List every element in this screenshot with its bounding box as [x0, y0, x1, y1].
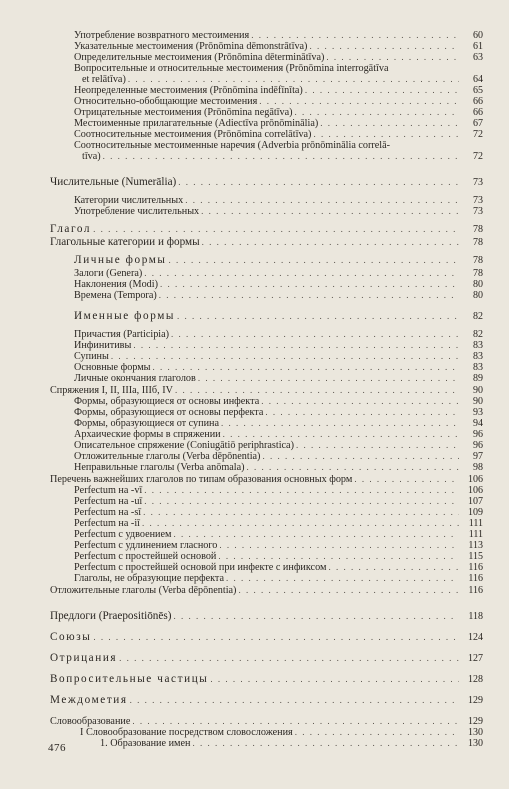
toc-entry	[74, 440, 483, 451]
toc-entry-title: Времена (Tempora)	[74, 290, 157, 301]
toc-leader-dots	[202, 237, 459, 248]
toc-entry-title: Личные окончания глаголов	[74, 373, 196, 384]
toc-entry-title: Основные формы	[74, 362, 151, 373]
toc-entry	[50, 585, 483, 596]
toc-entry-page: 107	[468, 496, 483, 507]
toc-entry-page: 82	[473, 329, 483, 340]
toc-leader-dots	[219, 540, 459, 551]
toc-leader-dots	[223, 429, 459, 440]
toc-entry-page: 116	[468, 573, 483, 584]
toc-entry-page: 96	[473, 429, 483, 440]
toc-entry-title: Perfectum с простейшей основой при инфекте с инфиксом	[74, 562, 327, 573]
toc-entry-page: 83	[473, 351, 483, 362]
toc-entry-page: 60	[473, 30, 483, 41]
toc-leader-dots	[144, 496, 459, 507]
toc-entry-title: Неопределенные местоимения (Prōnōmina indēfīnīta)	[74, 85, 303, 96]
toc-leader-dots	[247, 462, 459, 473]
toc-entry-page: 80	[473, 279, 483, 290]
toc-entry	[50, 674, 483, 685]
toc-entry-title: Относительно-обобщающие местоимения	[74, 96, 258, 107]
toc-leader-dots	[326, 52, 459, 63]
toc-entry	[74, 140, 483, 151]
toc-leader-dots	[130, 695, 459, 706]
toc-entry-title: Отрицания	[50, 652, 118, 664]
toc-leader-dots	[143, 507, 459, 518]
toc-leader-dots	[119, 653, 459, 664]
toc-entry-title: Спряжения I, II, IIIa, IIIб, IV	[50, 385, 173, 396]
toc-entry	[82, 151, 483, 162]
toc-entry-title: Отложительные глаголы (Verba dēpōnentia)	[74, 451, 261, 462]
toc-leader-dots	[305, 85, 459, 96]
toc-leader-dots	[128, 74, 459, 85]
toc-leader-dots	[111, 351, 459, 362]
toc-leader-dots	[221, 418, 459, 429]
toc-entry	[74, 507, 483, 518]
toc-entry-page: 72	[473, 129, 483, 140]
toc-entry	[74, 63, 483, 74]
toc-entry	[74, 129, 483, 140]
toc-entry	[74, 290, 483, 301]
toc-entry	[74, 96, 483, 107]
toc-entry-title: Категории числительных	[74, 195, 184, 206]
toc-entry-page: 73	[473, 206, 483, 217]
toc-entry-title: Глагольные категории и формы	[50, 236, 200, 248]
toc-entry-title: Личные формы	[74, 254, 167, 266]
toc-entry-title: Употребление числительных	[74, 206, 200, 217]
toc-leader-dots	[132, 716, 459, 727]
toc-entry-page: 64	[473, 74, 483, 85]
toc-entry	[74, 107, 483, 118]
toc-entry	[50, 237, 483, 248]
toc-entry	[50, 474, 483, 485]
toc-leader-dots	[226, 573, 459, 584]
toc-entry	[74, 85, 483, 96]
toc-entry-title: Описательное спряжение (Coniugātiō periphrastica)	[74, 440, 294, 451]
toc-leader-dots	[259, 96, 459, 107]
toc-entry-title: Именные формы	[74, 310, 176, 322]
toc-entry	[74, 255, 483, 266]
toc-leader-dots	[185, 195, 459, 206]
toc-leader-dots	[261, 396, 459, 407]
toc-entry-page: 130	[468, 727, 483, 738]
toc-entry-page: 90	[473, 396, 483, 407]
toc-leader-dots	[153, 362, 459, 373]
toc-entry-title: Соотносительные местоимения (Prōnōmina correlātīva)	[74, 129, 312, 140]
toc-entry	[74, 362, 483, 373]
toc-entry-page: 106	[468, 474, 483, 485]
toc-leader-dots	[159, 290, 459, 301]
toc-entry-title: Супины	[74, 351, 109, 362]
toc-leader-dots	[175, 385, 459, 396]
toc-entry-page: 113	[468, 540, 483, 551]
toc-leader-dots	[173, 611, 459, 622]
toc-entry	[74, 418, 483, 429]
toc-leader-dots	[309, 41, 459, 52]
toc-entry	[50, 716, 483, 727]
toc-entry-title: Perfectum с удлинением гласного	[74, 540, 218, 551]
toc-entry-page: 106	[468, 485, 483, 496]
toc-entry-title: Отрицательные местоимения (Prōnōmina negātīva)	[74, 107, 293, 118]
toc-entry	[74, 41, 483, 52]
toc-entry	[74, 485, 483, 496]
toc-entry-title: Неправильные глаголы (Verba anōmala)	[74, 462, 245, 473]
toc-entry-title: Perfectum с простейшей основой	[74, 551, 217, 562]
toc-entry-page: 61	[473, 41, 483, 52]
toc-entry-title: Perfectum на -sī	[74, 507, 142, 518]
toc-entry-title: Употребление возвратного местоимения	[74, 30, 250, 41]
toc-leader-dots	[201, 206, 459, 217]
toc-leader-dots	[171, 329, 459, 340]
toc-entry	[74, 562, 483, 573]
toc-entry-page: 66	[473, 107, 483, 118]
toc-entry-page: 128	[468, 674, 483, 685]
toc-entry-page: 73	[473, 195, 483, 206]
toc-leader-dots	[93, 632, 459, 643]
toc-entry-title: Вопросительные частицы	[50, 673, 209, 685]
toc-entry	[80, 727, 483, 738]
toc-entry-title: Perfectum с удвоением	[74, 529, 172, 540]
toc-entry-title: Числительные (Numerālia)	[50, 176, 177, 188]
toc-entry	[74, 551, 483, 562]
toc-leader-dots	[144, 485, 459, 496]
toc-entry-page: 129	[468, 716, 483, 727]
toc-entry-page: 115	[468, 551, 483, 562]
toc-leader-dots	[296, 440, 459, 451]
toc-entry-page: 78	[473, 255, 483, 266]
toc-entry-title: Perfectum на -uī	[74, 496, 143, 507]
toc-leader-dots	[177, 311, 459, 322]
toc-entry-title: Словообразование	[50, 716, 131, 727]
toc-entry-page: 83	[473, 362, 483, 373]
toc-entry	[100, 738, 483, 749]
toc-entry-page: 127	[468, 653, 483, 664]
toc-leader-dots	[295, 727, 459, 738]
toc-entry	[74, 30, 483, 41]
toc-entry-page: 78	[473, 237, 483, 248]
toc-entry-title: Perfectum на -vī	[74, 485, 143, 496]
toc-entry	[74, 311, 483, 322]
toc-entry-title: Формы, образующиеся от основы инфекта	[74, 396, 260, 407]
toc-entry-title: Указательные местоимения (Prōnōmina dēmonstrātīva)	[74, 41, 308, 52]
toc-entry-title: Perfectum на -iī	[74, 518, 140, 529]
toc-entry-page: 109	[468, 507, 483, 518]
toc-entry-page: 78	[473, 224, 483, 235]
toc-leader-dots	[218, 551, 459, 562]
toc-entry	[74, 373, 483, 384]
toc-entry	[74, 529, 483, 540]
toc-entry	[74, 118, 483, 129]
toc-entry-page: 129	[468, 695, 483, 706]
toc-entry-page: 63	[473, 52, 483, 63]
toc-entry-page: 98	[473, 462, 483, 473]
toc-entry	[74, 396, 483, 407]
toc-leader-dots	[142, 518, 459, 529]
toc-entry	[74, 451, 483, 462]
toc-entry-title: Глагол	[50, 223, 92, 235]
toc-entry-title: Архаические формы в спряжении	[74, 429, 221, 440]
toc-leader-dots	[198, 373, 459, 384]
toc-leader-dots	[313, 129, 459, 140]
toc-entry-page: 90	[473, 385, 483, 396]
toc-entry-page: 97	[473, 451, 483, 462]
toc-leader-dots	[133, 340, 459, 351]
toc-entry-page: 82	[473, 311, 483, 322]
toc-leader-dots	[160, 279, 459, 290]
toc-leader-dots	[210, 674, 459, 685]
toc-entry	[50, 385, 483, 396]
toc-entry-title: et relātīva)	[82, 74, 126, 85]
toc-entry	[74, 573, 483, 584]
toc-entry-title: Определительные местоимения (Prōnōmina dēterminātīva)	[74, 52, 325, 63]
toc-entry	[50, 177, 483, 188]
toc-entry-title: Отложительные глаголы (Verba dēpōnentia)	[50, 585, 237, 596]
toc-entry-title: 1. Образование имен	[100, 738, 191, 749]
toc-entry-title: Соотносительные местоименные наречия (Adverbia prōnōminālia correlā-	[74, 140, 391, 151]
toc-entry-page: 118	[468, 611, 483, 622]
toc-entry-page: 124	[468, 632, 483, 643]
toc-entry-title: Предлоги (Praepositiōnēs)	[50, 610, 172, 622]
toc-entry	[74, 279, 483, 290]
toc-entry-title: Вопросительные и относительные местоимения (Prōnōmina interrogātīva	[74, 63, 389, 74]
toc-entry	[74, 52, 483, 63]
toc-entry-title: Залоги (Genera)	[74, 268, 143, 279]
toc-leader-dots	[295, 107, 459, 118]
toc-entry-title: I Словообразование посредством словосложения	[80, 727, 293, 738]
toc-entry-title: Союзы	[50, 631, 92, 643]
toc-entry	[50, 653, 483, 664]
toc-entry-page: 111	[468, 518, 483, 529]
toc-entry-page: 111	[468, 529, 483, 540]
toc-entry	[74, 496, 483, 507]
toc-entry-page: 130	[468, 738, 483, 749]
toc-entry-page: 73	[473, 177, 483, 188]
toc-leader-dots	[354, 474, 459, 485]
toc-entry	[74, 206, 483, 217]
toc-entry-title: Формы, образующиеся от супина	[74, 418, 220, 429]
toc-leader-dots	[320, 118, 459, 129]
toc-entry-page: 93	[473, 407, 483, 418]
toc-entry	[74, 429, 483, 440]
toc-entry	[50, 632, 483, 643]
toc-entry-page: 116	[468, 585, 483, 596]
toc-entry	[74, 540, 483, 551]
toc-entry	[74, 518, 483, 529]
toc-leader-dots	[93, 224, 459, 235]
toc-leader-dots	[103, 151, 459, 162]
toc-leader-dots	[262, 451, 459, 462]
toc-leader-dots	[173, 529, 459, 540]
toc-entry-page: 94	[473, 418, 483, 429]
toc-leader-dots	[192, 738, 459, 749]
toc-entry-page: 96	[473, 440, 483, 451]
toc-entry	[82, 74, 483, 85]
toc-entry-title: Глаголы, не образующие перфекта	[74, 573, 225, 584]
toc-entry-page: 72	[473, 151, 483, 162]
toc-entry-title: Формы, образующиеся от основы перфекта	[74, 407, 264, 418]
toc-leader-dots	[169, 255, 459, 266]
toc-leader-dots	[265, 407, 459, 418]
toc-entry	[74, 351, 483, 362]
toc-entry	[74, 340, 483, 351]
toc-entry-page: 83	[473, 340, 483, 351]
toc-entry-title: Наклонения (Modi)	[74, 279, 158, 290]
page-number: 476	[48, 742, 66, 754]
toc-entry	[74, 329, 483, 340]
toc-leader-dots	[238, 585, 459, 596]
toc-entry-title: Инфинитивы	[74, 340, 132, 351]
toc-entry-page: 89	[473, 373, 483, 384]
toc-entry-title: tīva)	[82, 151, 101, 162]
toc-entry-title: Причастия (Participia)	[74, 329, 170, 340]
toc-entry	[50, 224, 483, 235]
toc-entry	[50, 695, 483, 706]
toc-entry	[74, 195, 483, 206]
toc-leader-dots	[178, 177, 459, 188]
toc-entry-page: 65	[473, 85, 483, 96]
toc-entry	[50, 611, 483, 622]
toc-entry-title: Перечень важнейших глаголов по типам образования основных форм	[50, 474, 353, 485]
toc-entry-title: Местоименные прилагательные (Adiectīva prōnōminālia)	[74, 118, 319, 129]
toc-entry-page: 66	[473, 96, 483, 107]
toc-leader-dots	[251, 30, 459, 41]
toc-entry	[74, 407, 483, 418]
toc-entry	[74, 462, 483, 473]
toc-entry-page: 80	[473, 290, 483, 301]
toc-entry	[74, 268, 483, 279]
toc-entry-page: 78	[473, 268, 483, 279]
toc-leader-dots	[328, 562, 459, 573]
toc-entry-page: 67	[473, 118, 483, 129]
toc-entry-title: Междометия	[50, 694, 128, 706]
toc-leader-dots	[144, 268, 459, 279]
toc-entry-page: 116	[468, 562, 483, 573]
